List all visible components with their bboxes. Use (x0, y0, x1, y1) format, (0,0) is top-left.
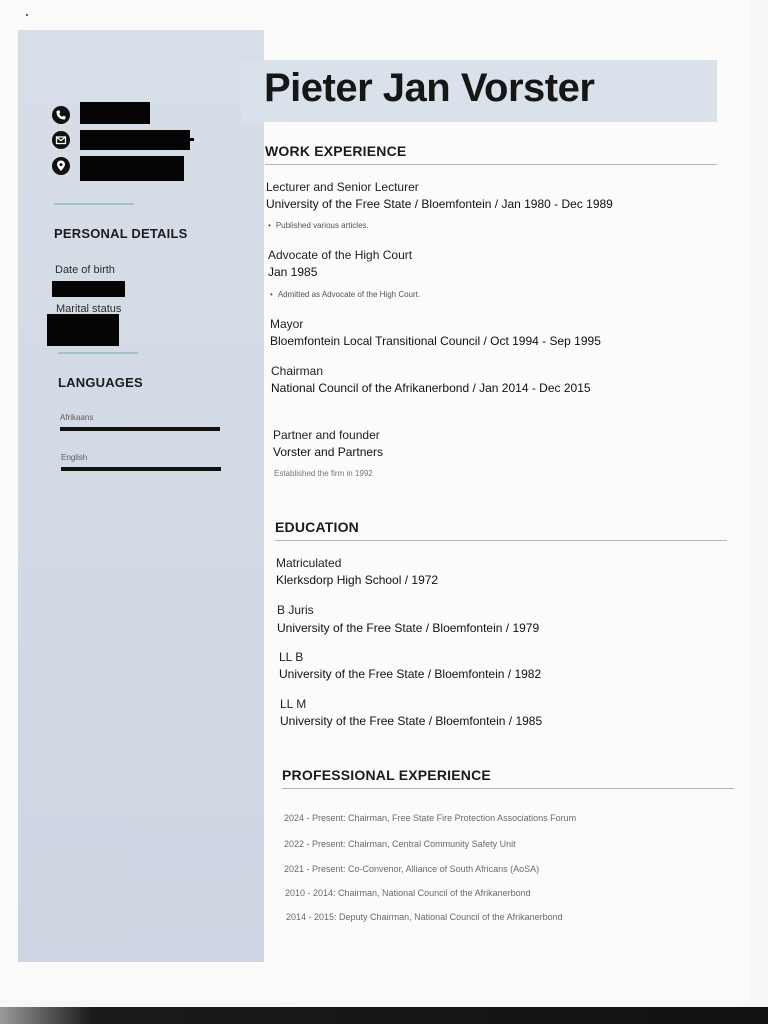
redacted-date-of-birth (52, 281, 125, 297)
sidebar-divider (58, 352, 138, 354)
marital-status-label: Marital status (56, 303, 122, 315)
job-title: Chairman (271, 364, 324, 378)
work-experience-heading: WORK EXPERIENCE (265, 143, 407, 159)
language-proficiency-bar (60, 427, 220, 431)
professional-experience-heading: PROFESSIONAL EXPERIENCE (282, 767, 491, 783)
section-rule (275, 540, 727, 541)
professional-item: 2010 - 2014: Chairman, National Council of the Afrikanerbond (285, 888, 531, 898)
redacted-address (80, 156, 184, 181)
phone-icon (52, 106, 70, 124)
professional-item: 2024 - Present: Chairman, Free State Fire Protection Associations Forum (284, 813, 577, 823)
job-title: Lecturer and Senior Lecturer (266, 180, 419, 194)
language-proficiency-bar (61, 467, 221, 471)
job-title: Advocate of the High Court (268, 248, 413, 262)
redacted-marital-status (47, 314, 119, 346)
degree-title: LL M (280, 697, 307, 711)
redacted-email-tail (188, 138, 194, 141)
degree-title: B Juris (277, 603, 314, 617)
scan-speck (26, 14, 28, 16)
professional-item: 2022 - Present: Chairman, Central Community Safety Unit (284, 839, 516, 849)
job-details: Bloemfontein Local Transitional Council / Oct 1994 - Sep 1995 (270, 334, 601, 348)
map-pin-icon (52, 157, 70, 175)
job-details: Vorster and Partners (273, 445, 384, 459)
professional-item: 2014 - 2015: Deputy Chairman, National Council of the Afrikanerbond (286, 912, 563, 922)
section-rule (282, 788, 734, 789)
person-name: Pieter Jan Vorster (264, 66, 595, 110)
job-details: University of the Free State / Bloemfontein / Jan 1980 - Dec 1989 (266, 197, 613, 211)
education-heading: EDUCATION (275, 519, 359, 535)
degree-details: University of the Free State / Bloemfontein / 1982 (279, 667, 542, 681)
degree-details: University of the Free State / Bloemfontein / 1985 (280, 714, 543, 728)
envelope-icon (52, 131, 70, 149)
degree-details: University of the Free State / Bloemfontein / 1979 (277, 621, 540, 635)
degree-title: Matriculated (276, 556, 342, 570)
job-details: National Council of the Afrikanerbond / Jan 2014 - Dec 2015 (271, 381, 591, 395)
job-details: Jan 1985 (268, 265, 318, 279)
job-title: Partner and founder (273, 428, 380, 442)
job-note: Established the firm in 1992 (274, 469, 373, 478)
languages-heading: LANGUAGES (58, 375, 143, 390)
redacted-phone (80, 102, 150, 124)
date-of-birth-label: Date of birth (55, 264, 115, 276)
job-title: Mayor (270, 317, 304, 331)
job-bullet: • Admitted as Advocate of the High Court. (270, 290, 420, 299)
personal-details-heading: PERSONAL DETAILS (54, 226, 188, 241)
section-rule (265, 164, 717, 165)
language-name: Afrikaans (60, 413, 94, 422)
scanner-edge (0, 1007, 768, 1024)
language-name: English (61, 453, 88, 462)
professional-item: 2021 - Present: Co-Convenor, Alliance of South Africans (AoSA) (284, 864, 540, 874)
job-bullet: • Published various articles. (268, 221, 369, 230)
degree-details: Klerksdorp High School / 1972 (276, 573, 439, 587)
degree-title: LL B (279, 650, 304, 664)
redacted-email (80, 130, 190, 150)
sidebar-divider (54, 203, 134, 205)
